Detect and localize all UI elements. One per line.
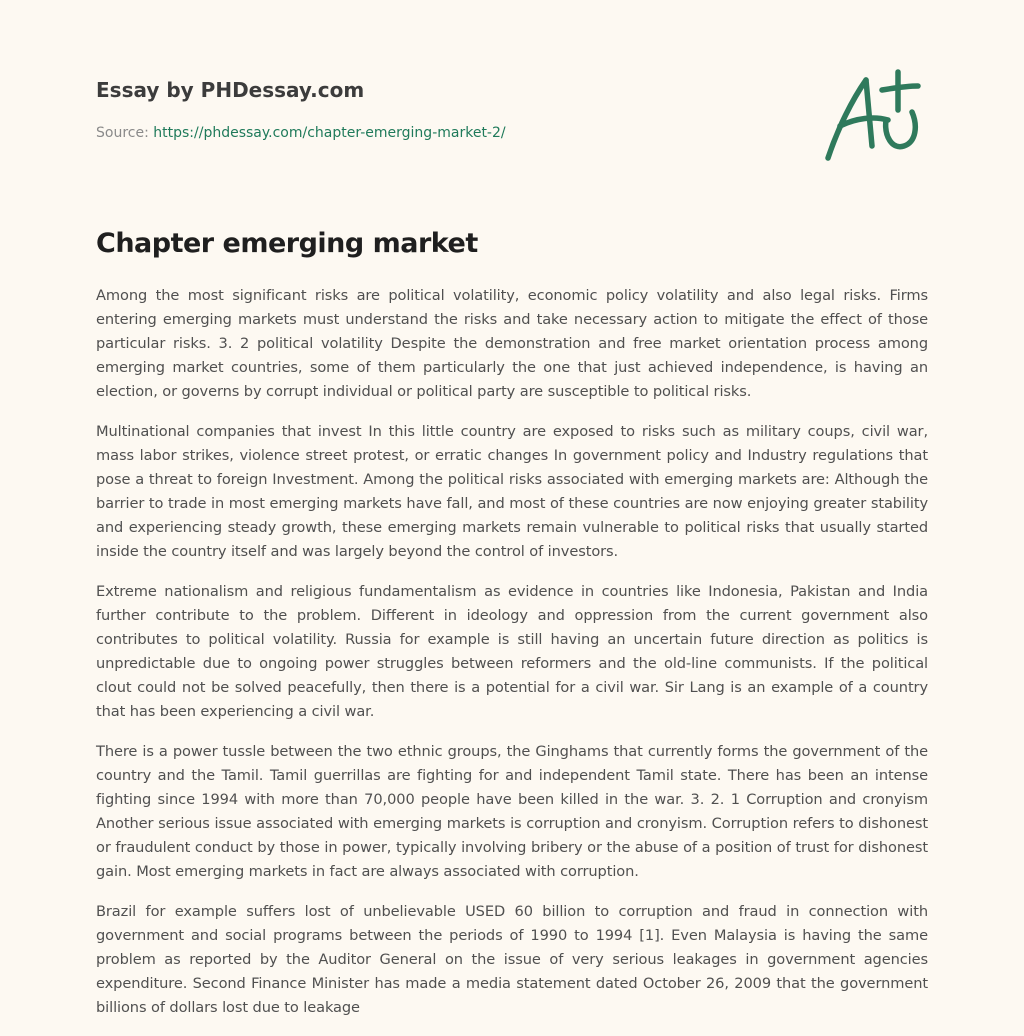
a-plus-logo-svg: [818, 66, 930, 166]
essay-paragraph: Multinational companies that invest In this little country are exposed to risks such as military coups, civil war, mass labor strikes, violence street protest, or erratic changes In government policy and Industry regulations that pose a threat to foreign Investment. Among the political risks associated with emerging markets are: Although the barrier to trade in most emerging markets have fall, and most of these countries are now enjoying greater stability and experiencing steady growth, these emerging markets remain vulnerable to political risks that usually started inside the country itself and was largely beyond the control of investors.: [96, 423, 928, 560]
essay-paragraph: There is a power tussle between the two ethnic groups, the Ginghams that currently forms the government of the country and the Tamil. Tamil guerrillas are fighting for and independent Tamil state. There has been an intense fighting since 1994 with more than 70,000 people have been killed in the war. 3. 2. 1 Corruption and cronyism Another serious issue associated with emerging markets is corruption and cronyism. Corruption refers to dishonest or fraudulent conduct by those in power, typically involving bribery or the abuse of a position of trust for dishonest gain. Most emerging markets in fact are always associated with corruption.: [96, 743, 928, 880]
source-link[interactable]: https://phdessay.com/chapter-emerging-market-2/: [153, 125, 506, 141]
site-brand: Essay by PHDessay.com: [96, 78, 365, 102]
source-line: [96, 124, 506, 142]
source-label: Source:: [96, 125, 154, 141]
a-plus-logo-icon: [818, 66, 930, 166]
essay-paragraph: Among the most significant risks are political volatility, economic policy volatility and also legal risks. Firms entering emerging markets must understand the risks and take necessary action to mitigate the effect of those particular risks. 3. 2 political volatility Despite the demonstration and free market orientation process among emerging market countries, some of them particularly the one that just achieved independence, is having an election, or governs by corrupt individual or political party are susceptible to political risks.: [96, 287, 928, 400]
essay-paragraph: Extreme nationalism and religious fundamentalism as evidence in countries like Indonesia, Pakistan and India further contribute to the problem. Different in ideology and oppression from the current government also contributes to political volatility. Russia for example is still having an uncertain future direction as politics is unpredictable due to ongoing power struggles between reformers and the old-line communists. If the political clout could not be solved peacefully, then there is a potential for a civil war. Sir Lang is an example of a country that has been experiencing a civil war.: [96, 583, 928, 720]
essay-title: Chapter emerging market: [96, 228, 478, 259]
essay-body: [96, 284, 928, 1036]
essay-paragraph: Brazil for example suffers lost of unbelievable USED 60 billion to corruption and fraud in connection with government and social programs between the periods of 1990 to 1994 [1]. Even Malaysia is having the same problem as reported by the Auditor General on the issue of very serious leakages in government agencies expenditure. Second Finance Minister has made a media statement dated October 26, 2009 that the government billions of dollars lost due to leakage: [96, 903, 928, 1016]
